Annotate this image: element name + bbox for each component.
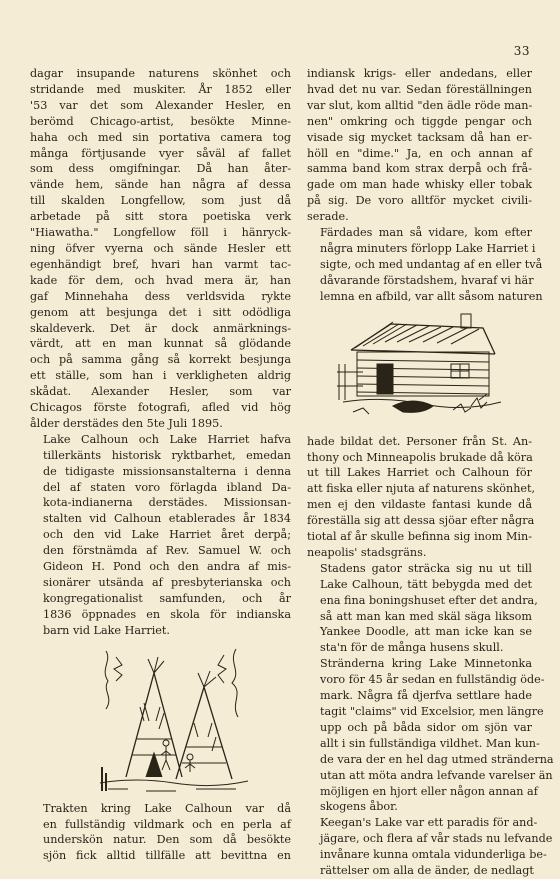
text-line: del af staten voro förlagda ibland Da- — [43, 480, 291, 494]
text-line: samma band kom strax derpå och frå- — [307, 162, 532, 176]
text-line: en fullständig vildmark och en perla af — [43, 817, 291, 831]
paragraph-lakes-history — [30, 432, 291, 639]
text-line: ena fina boningshuset efter det andra, — [320, 593, 538, 607]
text-line: utan att möta andra lefvande varelser än — [320, 768, 553, 782]
paragraph-minnetonka — [307, 656, 554, 815]
text-line: upp och på båda sidor om sjön var — [320, 720, 532, 734]
text-line: sta'n för de många husens skull. — [320, 641, 504, 655]
text-line: stalten vid Calhoun etablerades år 1834 — [43, 512, 291, 526]
text-line: kade för dem, och hvad mera är, han — [30, 273, 291, 287]
text-line: Färdades man så vidare, kom efter — [320, 226, 532, 240]
text-line: invånare kunna omtala vidunderliga be- — [320, 848, 547, 862]
text-line: så att man kan med skäl säga liksom — [320, 609, 532, 623]
text-line: skogens åbor. — [320, 800, 398, 814]
text-line: de tidigaste missionsanstalterna i denna — [43, 464, 291, 478]
text-line: många förtjusande vyer såväl af fallet — [30, 146, 291, 160]
text-line: föreställa sig att dessa sjöar efter några — [307, 514, 535, 528]
paragraph-hesler — [30, 66, 291, 432]
paragraph-war-dance — [307, 66, 532, 225]
text-line: Lake Calhoun, tätt bebygda med det — [320, 577, 532, 591]
left-column — [30, 66, 291, 864]
text-line: på sig. De voro alltför mycket civili- — [307, 194, 532, 208]
paragraph-st-anthony — [307, 434, 536, 561]
text-line: allt i sin fullständiga vildhet. Man kun- — [320, 736, 540, 750]
text-line: ålder derstädes den 5te Juli 1895. — [30, 416, 223, 430]
text-line: ett ställe, som han i verkligheten aldrig — [30, 369, 291, 383]
text-line: mark. Några få djerfva settlare hade — [320, 689, 532, 703]
text-line: att fiska eller njuta af naturens skönhet, — [307, 482, 536, 496]
text-line: lemna en afbild, var allt såsom naturen — [320, 289, 543, 303]
text-line: jägare, och flera af vår stads nu lefvande — [320, 832, 553, 846]
text-line: den förstnämda af Rev. Samuel W. och — [43, 544, 291, 558]
text-line: 1836 öppnades en skola för indianska — [43, 607, 291, 621]
tipi-encampment-illustration — [96, 647, 251, 795]
text-line: sigte, och med undantag af en eller två — [320, 257, 543, 271]
text-line: skådat. Alexander Hesler, som var — [30, 385, 291, 399]
text-line: sjön fick alltid tillfälle att bevittna en — [43, 849, 291, 863]
text-line: dagar insupande naturens skönhet och — [30, 67, 291, 80]
text-line: skaldeverk. Det är dock anmärknings- — [30, 321, 291, 335]
text-line: de vara der en hel dag utmed stränderna — [320, 752, 554, 766]
text-line: haha och med sin portativa camera tog — [30, 130, 291, 144]
text-line: berömd Chicago-artist, besökte Minne- — [30, 114, 291, 128]
text-line: serade. — [307, 210, 349, 224]
text-line: några minuters förlopp Lake Harriet i — [320, 241, 536, 255]
text-line: till skalden Longfellow, som just då — [30, 194, 291, 208]
text-line: och på samma gång så korrekt besjunga — [30, 353, 291, 367]
text-line: ning öfver vyerna och sände Hesler ett — [30, 241, 291, 255]
log-cabin-illustration — [333, 310, 503, 426]
paragraph-wilderness — [30, 801, 291, 865]
text-line: Trakten kring Lake Calhoun var då — [43, 801, 291, 815]
text-line: gaf Minnehaha dess verldsvida rykte — [30, 289, 291, 303]
text-line: gade om man hade whisky eller tobak — [307, 178, 532, 192]
text-line: thony och Minneapolis brukade då köra — [307, 450, 533, 464]
text-line: Yankee Doodle, att man icke kan se — [320, 625, 532, 639]
text-line: nen" omkring och tiggde pengar och — [307, 114, 532, 128]
text-line: Stränderna kring Lake Minnetonka — [320, 657, 532, 671]
text-line: rättelser om alla de änder, de nedlagt — [320, 864, 534, 878]
text-line: hvad det nu var. Sedan föreställningen — [307, 82, 532, 96]
text-line: tillerkänts historisk ryktbarhet, emedan — [43, 448, 291, 462]
text-line: var slut, kom alltid "den ädle röde man- — [307, 98, 533, 112]
text-line: dåvarande förstadshem, hvaraf vi här — [320, 273, 534, 287]
text-line: underskön natur. Den som då besökte — [43, 833, 291, 847]
text-line: genom att besjunga det i sitt odödliga — [30, 305, 291, 319]
text-line: Chicagos förste fotografi, afled vid hög — [30, 401, 291, 415]
text-line: höll en "dime." Ja, en och annan af — [307, 146, 532, 160]
text-line: arbetade på sitt stora poetiska verk — [30, 210, 291, 224]
text-line: och den vid Lake Harriet året derpå; — [43, 528, 291, 542]
text-line: som dess omgifningar. Då han åter- — [30, 162, 291, 176]
right-column — [307, 66, 554, 879]
text-line: hade bildat det. Personer från St. An- — [307, 434, 532, 448]
text-line: ut till Lakes Harriet och Calhoun för — [307, 466, 532, 480]
text-line: '53 var det som Alexander Hesler, en — [30, 98, 291, 112]
text-line: egenhändigt bref, hvari han varmt tac- — [30, 257, 291, 271]
text-line: värdt, att en man kunnat så glödande — [30, 337, 291, 351]
text-line: vände hem, sände han några af dessa — [30, 178, 291, 192]
paragraph-keegans-lake — [307, 815, 553, 879]
text-line: Gideon H. Pond och den andra af mis- — [43, 560, 291, 574]
text-line: voro för 45 år sedan en fullständig öde- — [320, 673, 545, 687]
text-line: Keegan's Lake var ett paradis för and- — [320, 816, 538, 830]
text-line: Stadens gator sträcka sig nu ut till — [320, 561, 532, 575]
page-number: 33 — [513, 44, 530, 58]
text-line: barn vid Lake Harriet. — [43, 623, 170, 637]
text-line: stridande med muskiter. År 1852 eller — [30, 82, 291, 96]
text-line: kongregationalist samfunden, och år — [43, 591, 291, 605]
paragraph-lake-harriet — [307, 225, 543, 305]
text-line: sionärer utsända af presbyterianska och — [43, 576, 291, 589]
text-line: tagit "claims" vid Excelsior, men längre — [320, 705, 544, 718]
text-line: men ej den vildaste fantasi kunde då — [307, 498, 532, 512]
text-line: kota-indianerna derstädes. Missionsan- — [43, 496, 291, 510]
paragraph-city-streets — [307, 561, 538, 656]
text-line: indiansk krigs- eller andedans, eller — [307, 67, 532, 80]
text-line: möjligen en hjort eller någon annan af — [320, 784, 538, 798]
text-line: tiotal af år skulle befinna sig inom Min- — [307, 530, 532, 544]
text-line: "Hiawatha." Longfellow föll i hänryck- — [30, 226, 291, 240]
text-line: visade sig mycket tacksam då han er- — [307, 130, 532, 144]
text-line: neapolis' stadsgräns. — [307, 545, 427, 559]
text-line: Lake Calhoun och Lake Harriet hafva — [43, 432, 291, 446]
